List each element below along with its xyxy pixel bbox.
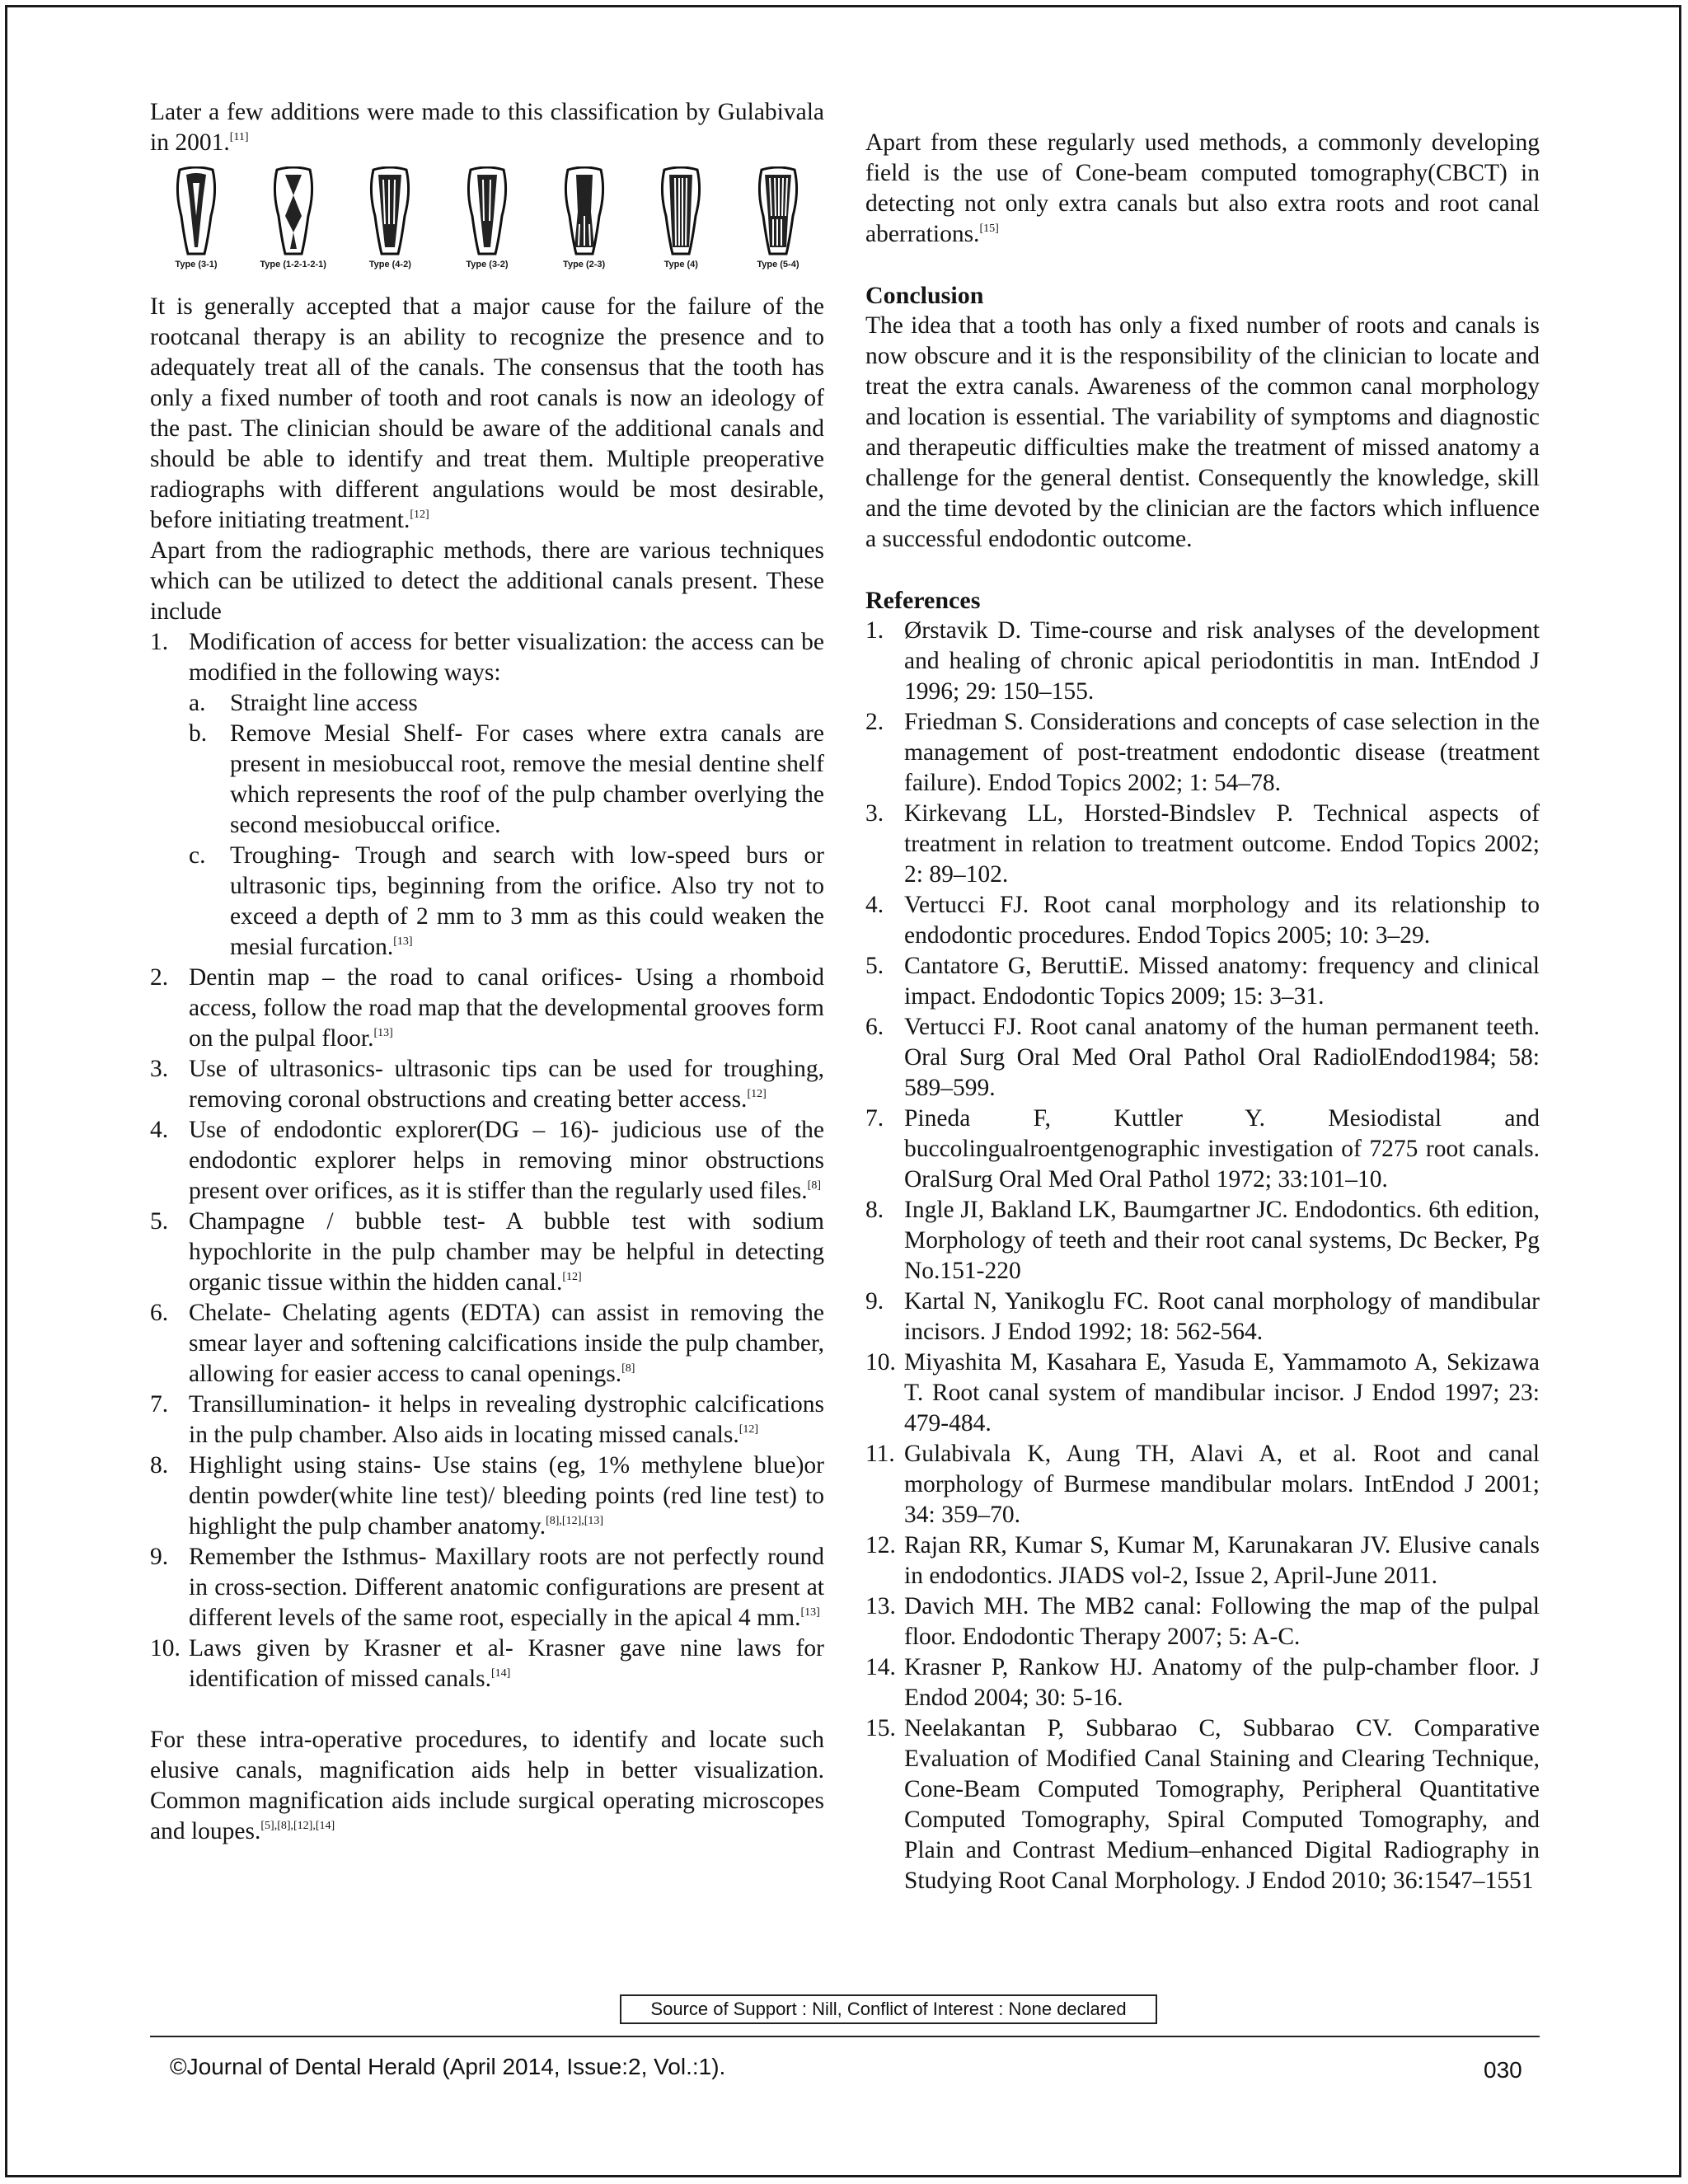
reference-item: 1. Ørstavik D. Time-course and risk analyses of the development and healing of chronic apical periodontitis in man. IntEndod J 1996; 29: 150–155.: [865, 617, 1540, 705]
paragraph: For these intra-operative procedures, to identify and locate such elusive canals, magnification aids help in better visualization. Common magnification aids include surgical operating microscopes and loupes.[5],[8],[12],[14]: [150, 1727, 824, 1844]
list-item: 7. Transillumination- it helps in revealing dystrophic calcifications in the pulp chamber. Also aids in locating missed canals.[12]: [150, 1391, 824, 1448]
list-item: 4. Use of endodontic explorer(DG – 16)- judicious use of the endodontic explorer helps in removing minor obstructions present over orifices, as it is stiffer than the regularly used files.[8]: [150, 1117, 824, 1204]
list-item: 1. Modification of access for better visualization: the access can be modified in the following ways: a. Straight line access b. Remove Mesial Shelf- For cases where extra canals are present in mesiobuccal root, remove the mesial dentine shelf which represents the roof of the pulp chamber overlying the second mesiobuccal orifice. c. Troughing- Trough and search with low-speed burs or ultrasonic tips, beginning from the orifice. Also try not to exceed a depth of 2 mm to 3 mm as this could weaken the mesial furcation.[13]: [150, 627, 824, 963]
reference-item: 12. Rajan RR, Kumar S, Kumar M, Karunakaran JV. Elusive canals in endodontics. JIADS vol-2, Issue 2, April-June 2011.: [865, 1532, 1540, 1589]
citation: [12]: [562, 1271, 582, 1283]
tooth-diagram: Type (4): [640, 166, 722, 270]
footer-journal: ©Journal of Dental Herald (April 2014, Issue:2, Vol.:1).: [170, 2054, 726, 2079]
reference-item: 3. Kirkevang LL, Horsted-Bindslev P. Technical aspects of treatment in relation to treatment outcome. Endod Topics 2002; 2: 89–102.: [865, 800, 1540, 888]
citation: [8],[12],[13]: [546, 1515, 604, 1527]
paragraph: Apart from these regularly used methods, a commonly developing field is the use of Cone-beam computed tomography(CBCT) in detecting not only extra canals but also extra roots and root canal aberrations.[15]: [865, 129, 1540, 247]
page-number: 030: [1484, 2057, 1522, 2083]
citation: [15]: [979, 223, 999, 235]
reference-item: 7. Pineda F, Kuttler Y. Mesiodistal and buccolingualroentgenographic investigation of 7275 root canals. OralSurg Oral Med Oral Pathol 1972; 33:101–10.: [865, 1105, 1540, 1193]
sub-list-item: b. Remove Mesial Shelf- For cases where extra canals are present in mesiobuccal root, remove the mesial dentine shelf which represents the roof of the pulp chamber overlying the second mesiobuccal orifice.: [189, 720, 824, 838]
citation: [14]: [491, 1667, 511, 1680]
sub-list: [189, 688, 824, 963]
citation: [13]: [393, 935, 413, 948]
sub-list-item: c. Troughing- Trough and search with low-speed burs or ultrasonic tips, beginning from the orifice. Also try not to exceed a depth of 2 mm to 3 mm as this could weaken the mesial furcation.[13]: [189, 842, 824, 960]
sub-list-item: a. Straight line access: [189, 690, 418, 716]
tooth-diagram: Type (3-2): [446, 166, 528, 270]
citation: [12]: [738, 1423, 759, 1436]
citation: [5],[8],[12],[14]: [260, 1820, 335, 1832]
paragraph: It is generally accepted that a major cause for the failure of the rootcanal therapy is an ability to recognize the presence and to adequately treat all of the canals. The consensus that the tooth has only a fixed number of tooth and root canals is now an ideology of the past. The clinician should be aware of the additional canals and should be able to identify and treat them. Multiple preoperative radiographs with different angulations would be most desirable, before initiating treatment.[12]: [150, 293, 824, 533]
reference-item: 2. Friedman S. Considerations and concepts of case selection in the management of post-treatment endodontic disease (treatment failure). Endod Topics 2002; 1: 54–78.: [865, 709, 1540, 796]
tooth-diagram: Type (3-1): [155, 166, 237, 270]
paragraph: Apart from the radiographic methods, there are various techniques which can be utilized to detect the additional canals present. These include: [150, 537, 824, 625]
left-column: [150, 97, 824, 1847]
reference-item: 13. Davich MH. The MB2 canal: Following the map of the pulpal floor. Endodontic Therapy 2007; 5: A-C.: [865, 1593, 1540, 1650]
reference-item: 10. Miyashita M, Kasahara E, Yasuda E, Yammamoto A, Sekizawa T. Root canal system of mandibular incisor. J Endod 1997; 23: 479-484.: [865, 1349, 1540, 1436]
citation: [12]: [410, 509, 429, 521]
list-item: 10. Laws given by Krasner et al- Krasner gave nine laws for identification of missed canals.[14]: [150, 1635, 824, 1692]
tooth-diagram: Type (4-2): [349, 166, 431, 270]
citation: [13]: [800, 1606, 820, 1619]
list-item: 5. Champagne / bubble test- A bubble test with sodium hypochlorite in the pulp chamber may be helpful in detecting organic tissue within the hidden canal.[12]: [150, 1208, 824, 1296]
intro-paragraph: Later a few additions were made to this classification by Gulabivala in 2001.[11]: [150, 99, 824, 156]
list-item: 9. Remember the Isthmus- Maxillary roots are not perfectly round in cross-section. Different anatomic configurations are present at different levels of the same root, especially in the apical 4 mm.[13]: [150, 1544, 824, 1631]
list-item: 3. Use of ultrasonics- ultrasonic tips can be used for troughing, removing coronal obstructions and creating better access.[12]: [150, 1056, 824, 1113]
tooth-diagram: Type (5-4): [737, 166, 819, 270]
reference-item: 8. Ingle JI, Bakland LK, Baumgartner JC. Endodontics. 6th edition, Morphology of teeth and their root canal systems, Dc Becker, Pg No.151-220: [865, 1197, 1540, 1284]
conclusion-paragraph: The idea that a tooth has only a fixed number of roots and canals is now obscure and it is the responsibility of the clinician to locate and treat the extra canals. Awareness of the common canal morphology and location is essential. The variability of symptoms and diagnostic and therapeutic difficulties make the treatment of missed anatomy a challenge for the general dentist. Consequently the knowledge, skill and the time devoted by the clinician are the factors which influence a successful endodontic outcome.: [865, 312, 1540, 552]
reference-item: 4. Vertucci FJ. Root canal morphology and its relationship to endodontic procedures. Endod Topics 2005; 10: 3–29.: [865, 892, 1540, 949]
list-item: 6. Chelate- Chelating agents (EDTA) can assist in removing the smear layer and softening calcifications inside the pulp chamber, allowing for easier access to canal openings.[8]: [150, 1300, 824, 1387]
reference-item: 9. Kartal N, Yanikoglu FC. Root canal morphology of mandibular incisors. J Endod 1992; 18: 562-564.: [865, 1288, 1540, 1345]
reference-item: 5. Cantatore G, BeruttiE. Missed anatomy: frequency and clinical impact. Endodontic Topics 2009; 15: 3–31.: [865, 953, 1540, 1010]
reference-list: [865, 616, 1540, 1896]
technique-list: [150, 627, 824, 1694]
citation: [8]: [807, 1179, 821, 1192]
support-note-box: Source of Support : Nill, Conflict of Interest : None declared: [620, 1994, 1157, 2024]
right-column: [865, 128, 1540, 1896]
citation: [12]: [747, 1088, 767, 1100]
list-item: 2. Dentin map – the road to canal orifices- Using a rhomboid access, follow the road map that the developmental grooves form on the pulpal floor.[13]: [150, 964, 824, 1052]
citation: [13]: [373, 1027, 393, 1039]
tooth-diagram: Type (2-3): [543, 166, 626, 270]
list-item: 8. Highlight using stains- Use stains (eg, 1% methylene blue)or dentin powder(white line test)/ bleeding points (red line test) to highlight the pulp chamber anatomy.[8],[12],[13]: [150, 1452, 824, 1540]
citation: [11]: [229, 131, 249, 143]
citation: [8]: [621, 1362, 635, 1375]
reference-item: 15. Neelakantan P, Subbarao C, Subbarao CV. Comparative Evaluation of Modified Canal Staining and Clearing Technique, Cone-Beam Computed Tomography, Peripheral Quantitative Computed Tomography, Spiral Computed Tomography, and Plain and Contrast Medium–enhanced Digital Radiography in Studying Root Canal Morphology. J Endod 2010; 36:1547–1551: [865, 1715, 1540, 1894]
tooth-classification-figure: [150, 166, 824, 270]
reference-item: 11. Gulabivala K, Aung TH, Alavi A, et al. Root and canal morphology of Burmese mandibular molars. IntEndod J 2001; 34: 359–70.: [865, 1441, 1540, 1528]
section-heading: Conclusion: [865, 282, 984, 309]
tooth-diagram: Type (1-2-1-2-1): [252, 166, 335, 270]
reference-item: 14. Krasner P, Rankow HJ. Anatomy of the pulp-chamber floor. J Endod 2004; 30: 5-16.: [865, 1654, 1540, 1711]
footer-divider: [150, 2036, 1540, 2037]
section-heading: References: [865, 587, 981, 614]
reference-item: 6. Vertucci FJ. Root canal anatomy of the human permanent teeth. Oral Surg Oral Med Oral Pathol Oral RadiolEndod1984; 58: 589–599.: [865, 1014, 1540, 1101]
